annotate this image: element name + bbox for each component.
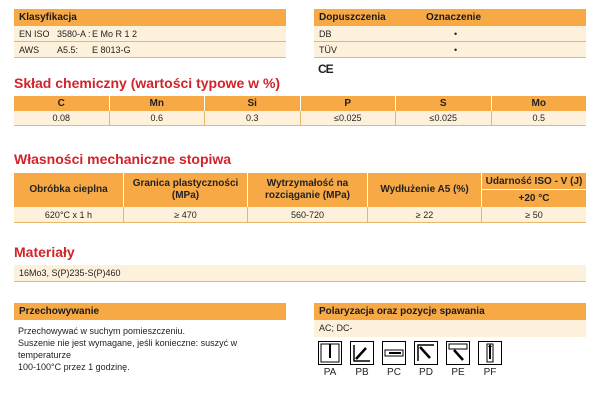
materials-text: 16Mo3, S(P)235-S(P)460	[14, 265, 586, 282]
number-cell: 3580-A :	[57, 29, 91, 39]
position-label: PA	[323, 367, 337, 378]
overhead-fillet-icon	[414, 341, 438, 365]
position-pd	[414, 341, 446, 378]
impact-value: ≥ 50	[482, 207, 586, 223]
approval-name: TÜV	[319, 45, 337, 55]
chem-header-mn: Mn	[110, 96, 206, 111]
materials-title: Materiały	[14, 244, 75, 260]
classification-table	[14, 9, 286, 58]
approvals-table	[314, 9, 586, 58]
chem-header-mo: Mo	[531, 98, 546, 109]
class-cell: E Mo R 1 2	[92, 29, 138, 39]
class-cell: E 8013-G	[92, 45, 131, 55]
chemical-table	[14, 96, 586, 126]
position-pb	[350, 341, 382, 378]
position-pa	[318, 341, 350, 378]
position-pc	[382, 341, 414, 378]
vertical-up-icon	[478, 341, 502, 365]
welding-positions	[314, 341, 586, 378]
chem-value-s: ≤0.025	[396, 111, 492, 126]
chem-value-p: ≤0.025	[301, 111, 397, 126]
chem-header-c: C	[14, 96, 110, 111]
yield-strength-value: ≥ 470	[124, 207, 248, 223]
heat-treatment-header: Obróbka cieplna	[14, 173, 124, 207]
chem-value-si: 0.3	[205, 111, 301, 126]
approvals-header	[314, 9, 586, 26]
approval-mark: •	[454, 29, 458, 39]
storage-text	[14, 320, 286, 373]
chem-header-si: Si	[205, 96, 301, 111]
position-label: PB	[355, 367, 369, 378]
yield-strength-header: Granica plastyczności (MPa)	[124, 173, 248, 207]
position-pe	[446, 341, 478, 378]
designation-header: Oznaczenie	[426, 12, 482, 23]
position-label: PC	[387, 367, 401, 378]
mechanical-value-row	[14, 207, 586, 223]
chem-header-s: S	[396, 96, 492, 111]
chemical-title: Skład chemiczny (wartości typowe w %)	[14, 75, 281, 91]
chem-value-mn: 0.6	[110, 111, 206, 126]
elongation-header: Wydłużenie A5 (%)	[368, 173, 482, 207]
standard-cell: EN ISO	[19, 29, 50, 39]
approval-mark: •	[454, 45, 458, 55]
position-label: PD	[419, 367, 433, 378]
number-cell: A5.5:	[57, 45, 79, 55]
storage-section	[14, 303, 286, 373]
polarity-section	[314, 303, 586, 378]
impact-header-title: Udarność ISO - V (J)	[482, 173, 586, 190]
chem-header-p: P	[301, 96, 397, 111]
polarity-header: Polaryzacja oraz pozycje spawania	[314, 303, 586, 320]
mechanical-title: Własności mechaniczne stopiwa	[14, 151, 232, 167]
chem-value-mo: 0.5	[492, 111, 587, 126]
standard-cell: AWS	[19, 45, 40, 55]
storage-line: Suszenie nie jest wymagane, jeśli konieczne: suszyć w temperaturze	[18, 338, 238, 360]
approval-row	[314, 42, 586, 58]
tensile-strength-header: Wytrzymałość na rozciąganie (MPa)	[248, 173, 368, 207]
storage-line: 100-100°C przez 1 godzinę.	[18, 362, 130, 372]
storage-line: Przechowywać w suchym pomieszczeniu.	[18, 326, 186, 336]
impact-header	[482, 173, 586, 207]
horizontal-fillet-icon	[350, 341, 374, 365]
classification-row	[14, 26, 286, 42]
approval-name: DB	[319, 29, 332, 39]
position-pf	[478, 341, 510, 378]
position-label: PE	[451, 367, 465, 378]
overhead-position-icon	[446, 341, 470, 365]
approvals-title: Dopuszczenia	[319, 12, 386, 23]
approval-row	[314, 26, 586, 42]
chemical-header-row	[14, 96, 586, 111]
elongation-value: ≥ 22	[368, 207, 482, 223]
mechanical-table	[14, 173, 586, 223]
heat-treatment-value: 620°C x 1 h	[14, 207, 124, 223]
impact-header-temp: +20 °C	[518, 193, 550, 204]
mechanical-header-row	[14, 173, 586, 207]
current-type: AC; DC-	[314, 320, 586, 337]
horizontal-position-icon	[382, 341, 406, 365]
chem-value-c: 0.08	[14, 111, 110, 126]
flat-position-icon	[318, 341, 342, 365]
position-label: PF	[483, 367, 497, 378]
storage-header: Przechowywanie	[14, 303, 286, 320]
tensile-strength-value: 560-720	[248, 207, 368, 223]
chemical-value-row	[14, 111, 586, 126]
classification-row	[14, 42, 286, 58]
classification-header: Klasyfikacja	[14, 9, 286, 26]
ce-mark-icon: CE	[318, 62, 333, 76]
